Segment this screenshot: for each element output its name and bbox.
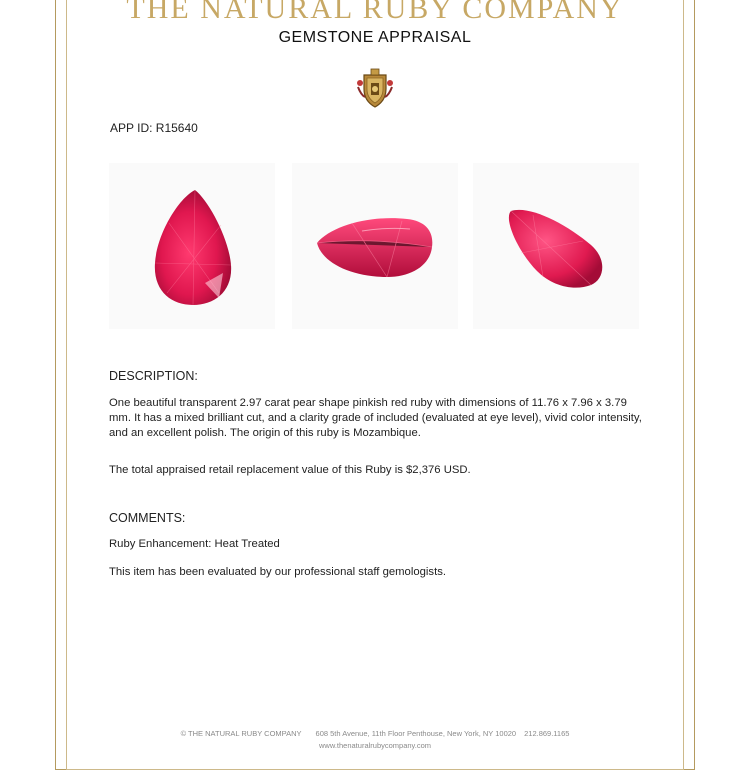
crest-logo-icon bbox=[356, 67, 394, 109]
description-heading: DESCRIPTION: bbox=[109, 369, 198, 383]
enhancement-text: Ruby Enhancement: Heat Treated bbox=[109, 538, 280, 550]
page-footer bbox=[0, 728, 750, 752]
appraisal-id: APP ID: R15640 bbox=[110, 121, 198, 135]
gem-photo-side bbox=[292, 163, 458, 329]
footer-phone: 212.869.1165 bbox=[524, 729, 570, 738]
gem-photo-top bbox=[109, 163, 275, 329]
footer-website[interactable]: www.thenaturalrubycompany.com bbox=[319, 741, 431, 750]
description-text: One beautiful transparent 2.97 carat pear shape pinkish red ruby with dimensions of 11.76 x 7.96 x 3.79 mm. It has a mixed brilliant cut, and a clarity grade of included (evaluated at eye level), vivid color intensity, and an excellent polish. The origin of this ruby is Mozambique. bbox=[109, 397, 642, 439]
angled-pear-icon bbox=[473, 163, 639, 329]
top-pear-icon bbox=[109, 163, 275, 329]
comments-heading: COMMENTS: bbox=[109, 511, 186, 525]
evaluation-text: This item has been evaluated by our professional staff gemologists. bbox=[109, 566, 447, 578]
page-border-inner bbox=[66, 0, 684, 770]
footer-copyright: © THE NATURAL RUBY COMPANY bbox=[180, 729, 302, 738]
document-title: GEMSTONE APPRAISAL bbox=[278, 29, 472, 46]
appraised-value-text: The total appraised retail replacement value of this Ruby is $2,376 USD. bbox=[109, 464, 471, 476]
brand-name: THE NATURAL RUBY COMPANY bbox=[126, 0, 624, 25]
gem-photo-angled bbox=[473, 163, 639, 329]
side-pear-icon bbox=[292, 163, 458, 329]
footer-address: 608 5th Avenue, 11th Floor Penthouse, New York, NY 10020 bbox=[315, 729, 517, 738]
